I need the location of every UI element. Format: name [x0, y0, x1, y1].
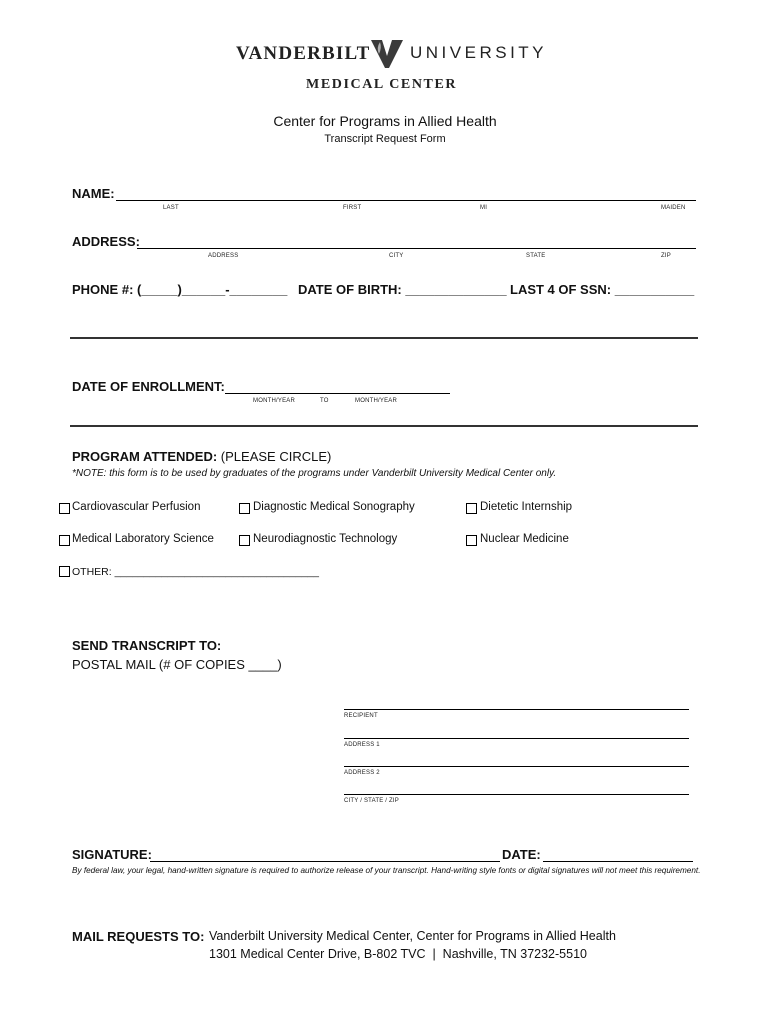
address-label: ADDRESS: [72, 234, 140, 249]
zip-caption: ZIP [661, 253, 671, 259]
checkbox[interactable] [466, 503, 477, 514]
signature-field[interactable] [150, 861, 500, 862]
option-label: Neurodiagnostic Technology [253, 533, 398, 545]
program-label: PROGRAM ATTENDED: [72, 449, 218, 464]
option-label: Dietetic Internship [480, 501, 573, 513]
phone-field[interactable]: PHONE #: (_____)______-________ [72, 282, 288, 297]
logo-vanderbilt: VANDERBILT [236, 43, 371, 64]
signature-label: SIGNATURE: [72, 847, 152, 862]
program-hint: (PLEASE CIRCLE) [220, 449, 332, 464]
name-last-caption: LAST [163, 205, 179, 211]
other-field[interactable]: OTHER: ___________________________________ [72, 566, 319, 578]
mail-label: MAIL REQUESTS TO: [72, 929, 205, 944]
name-label: NAME: [72, 186, 115, 201]
mail-address-line1: Vanderbilt University Medical Center, Center for Programs in Allied Health [209, 929, 616, 943]
city-state-zip-caption: CITY / STATE / ZIP [344, 798, 399, 804]
name-first-caption: FIRST [343, 205, 362, 211]
address2-line[interactable] [344, 766, 689, 767]
form-title: Center for Programs in Allied Health [273, 113, 497, 129]
option-label: Diagnostic Medical Sonography [253, 501, 415, 513]
city-state-zip-line[interactable] [344, 794, 689, 795]
enrollment-until-caption: MONTH/YEAR [355, 398, 398, 404]
dob-field[interactable]: DATE OF BIRTH: ______________ [298, 282, 507, 297]
ssn-field[interactable]: LAST 4 OF SSN: ___________ [510, 282, 695, 297]
divider [70, 425, 698, 427]
program-note: *NOTE: this form is to be used by graduates of the programs under Vanderbilt University Medical Center only. [72, 468, 557, 479]
recipient-line[interactable] [344, 709, 689, 710]
mail-address-line2: 1301 Medical Center Drive, B-802 TVC | Nashville, TN 37232-5510 [209, 947, 587, 961]
date-label: DATE: [502, 847, 541, 862]
oak-leaf-v-icon [370, 38, 404, 70]
option-label: Nuclear Medicine [480, 533, 569, 545]
address2-caption: ADDRESS 2 [344, 770, 380, 776]
address1-caption: ADDRESS 1 [344, 742, 380, 748]
enrollment-label: DATE OF ENROLLMENT: [72, 379, 225, 394]
enrollment-to-caption: TO [320, 398, 329, 404]
divider [70, 337, 698, 339]
name-field[interactable] [116, 200, 696, 201]
name-maiden-caption: MAIDEN [661, 205, 686, 211]
program-heading [72, 449, 331, 464]
checkbox[interactable] [239, 503, 250, 514]
date-field[interactable] [543, 861, 693, 862]
form-subtitle: Transcript Request Form [324, 133, 446, 145]
postal-copies-field[interactable]: POSTAL MAIL (# OF COPIES ____) [72, 657, 282, 672]
name-mi-caption: MI [480, 205, 488, 211]
checkbox[interactable] [59, 566, 70, 577]
option-label: Cardiovascular Perfusion [72, 501, 201, 513]
enrollment-from-caption: MONTH/YEAR [253, 398, 296, 404]
signature-note: By federal law, your legal, hand-written signature is required to authorize release of your transcript. Hand-writing style fonts or digital signatures will not meet this requirement. [72, 866, 701, 875]
checkbox[interactable] [239, 535, 250, 546]
city-caption: CITY [389, 253, 404, 259]
logo-medical-center: MEDICAL CENTER [306, 77, 458, 92]
address1-line[interactable] [344, 738, 689, 739]
checkbox[interactable] [59, 503, 70, 514]
checkbox[interactable] [59, 535, 70, 546]
recipient-caption: RECIPIENT [344, 713, 378, 719]
option-label: Medical Laboratory Science [72, 533, 214, 545]
enrollment-field[interactable] [225, 393, 450, 394]
state-caption: STATE [526, 253, 546, 259]
address-field[interactable] [137, 248, 696, 249]
checkbox[interactable] [466, 535, 477, 546]
send-label: SEND TRANSCRIPT TO: [72, 638, 222, 653]
address-caption: ADDRESS [208, 253, 239, 259]
logo-university: UNIVERSITY [410, 43, 548, 62]
